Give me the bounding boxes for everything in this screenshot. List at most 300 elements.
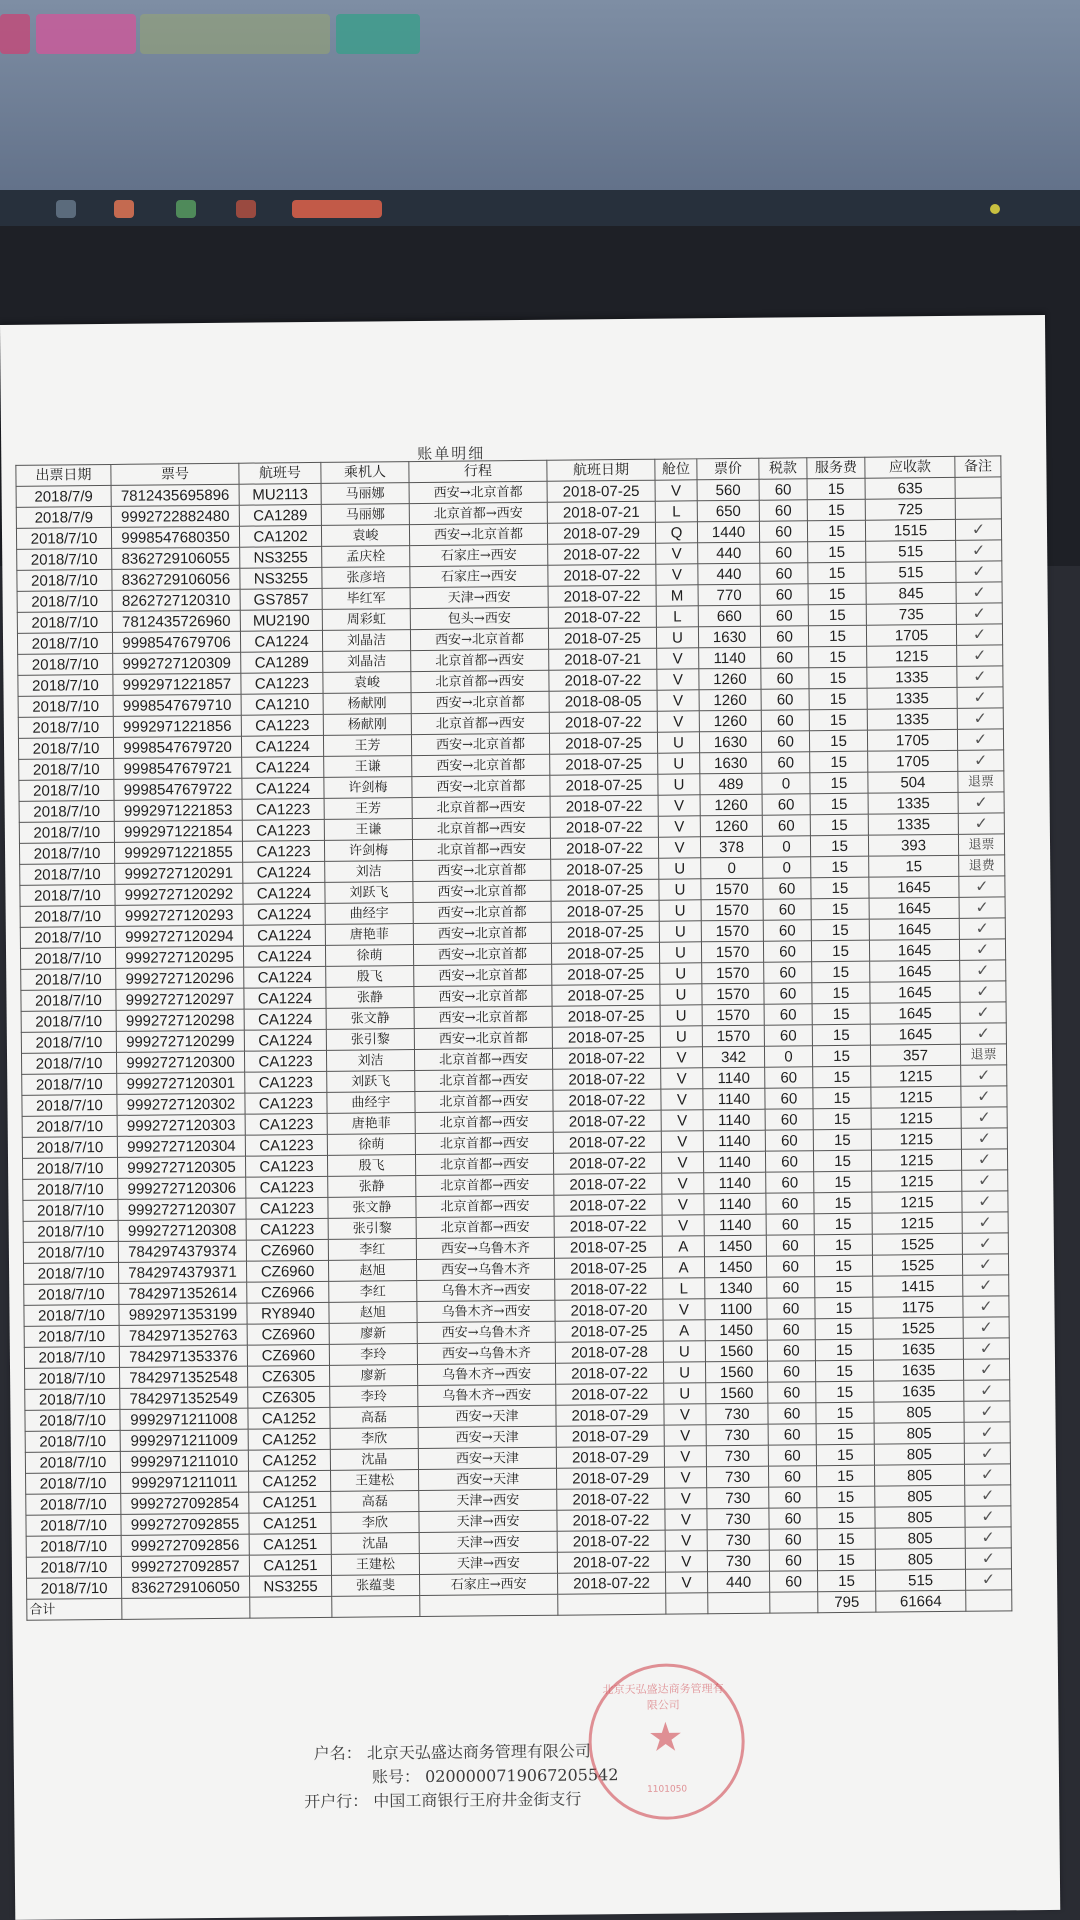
table-cell: 15: [808, 583, 866, 605]
table-cell: V: [662, 1215, 704, 1236]
table-cell: 15: [812, 1045, 870, 1067]
table-cell: 张引黎: [328, 1218, 416, 1240]
table-cell: CA1252: [248, 1449, 330, 1471]
table-cell: ✓: [961, 1149, 1007, 1170]
table-cell: 西安→北京首都: [410, 628, 548, 650]
table-cell: 9992727120306: [118, 1177, 246, 1199]
table-cell: 北京首都→西安: [415, 1153, 553, 1175]
table-cell: 2018/7/10: [21, 1031, 116, 1053]
table-cell: ✓: [963, 1338, 1009, 1359]
table-cell: 2018-07-22: [557, 1488, 665, 1510]
table-cell: 60: [766, 1214, 814, 1235]
table-cell: 2018/7/10: [25, 1388, 120, 1410]
table-cell: 北京首都→西安: [415, 1111, 553, 1133]
column-header: 航班日期: [547, 459, 655, 481]
table-cell: 2018-07-22: [557, 1551, 665, 1573]
table-cell: 440: [698, 563, 760, 585]
table-cell: 60: [759, 479, 807, 500]
table-cell: 60: [766, 1172, 814, 1193]
table-cell: 9892971353199: [119, 1303, 247, 1325]
table-cell: 60: [765, 1130, 813, 1151]
table-cell: 60: [768, 1382, 816, 1403]
table-cell: CA1224: [243, 882, 325, 904]
table-cell: 8362729106055: [112, 547, 240, 569]
table-cell: CZ6305: [248, 1365, 330, 1387]
table-cell: 2018/7/10: [25, 1367, 120, 1389]
table-cell: 60: [760, 626, 808, 647]
table-cell: 2018-07-22: [550, 795, 658, 817]
table-cell: 60: [765, 1109, 813, 1130]
table-cell: 北京首都→西安: [416, 1216, 554, 1238]
table-cell: 2018/7/10: [23, 1220, 118, 1242]
table-cell: 2018-07-21: [547, 501, 655, 523]
table-cell: 2018/7/9: [16, 506, 111, 528]
table-cell: 9992727120304: [117, 1135, 245, 1157]
table-cell: 1140: [703, 1088, 765, 1110]
table-cell: CA1223: [241, 672, 323, 694]
table-cell: ✓: [965, 1569, 1011, 1590]
table-cell: CA1223: [242, 840, 324, 862]
table-cell: CA1223: [245, 1134, 327, 1156]
table-cell: 王建松: [331, 1554, 419, 1576]
table-cell: ✓: [959, 876, 1005, 897]
table-cell: 1450: [704, 1235, 766, 1257]
table-cell: [708, 1592, 770, 1614]
table-cell: 西安→北京首都: [413, 922, 551, 944]
table-cell: CZ6960: [246, 1260, 328, 1282]
table-cell: 2018/7/10: [17, 611, 112, 633]
table-cell: 2018/7/10: [23, 1199, 118, 1221]
table-cell: 2018/7/10: [18, 674, 113, 696]
table-cell: 730: [706, 1466, 768, 1488]
column-header: 票号: [111, 463, 239, 485]
table-cell: 60: [769, 1529, 817, 1550]
table-cell: V: [662, 1173, 704, 1194]
table-cell: 730: [706, 1424, 768, 1446]
table-cell: 2018-07-22: [554, 1215, 662, 1237]
table-cell: 1560: [706, 1382, 768, 1404]
table-cell: ✓: [958, 813, 1004, 834]
table-cell: 770: [698, 584, 760, 606]
table-cell: 唐艳菲: [327, 1113, 415, 1135]
table-cell: 60: [764, 1025, 812, 1046]
table-cell: 2018/7/10: [20, 947, 115, 969]
table-cell: 2018-07-22: [553, 1152, 661, 1174]
table-cell: 393: [868, 834, 958, 856]
table-cell: V: [666, 1572, 708, 1593]
table-cell: 60: [764, 1004, 812, 1025]
table-cell: 60: [763, 899, 811, 920]
table-cell: 9992727120300: [116, 1051, 244, 1073]
table-cell: 马丽娜: [321, 483, 409, 505]
table-cell: 西安→北京首都: [412, 775, 550, 797]
table-cell: ✓: [957, 729, 1003, 750]
table-cell: 2018/7/10: [25, 1409, 120, 1431]
table-cell: 805: [875, 1506, 965, 1528]
star-icon: ★: [647, 1714, 684, 1761]
table-cell: ✓: [957, 687, 1003, 708]
table-cell: ✓: [955, 519, 1001, 540]
table-cell: 1645: [870, 981, 960, 1003]
table-cell: CA1224: [243, 924, 325, 946]
table-cell: 60: [761, 689, 809, 710]
table-cell: CA1251: [249, 1533, 331, 1555]
table-cell: 1335: [868, 792, 958, 814]
table-cell: 2018-07-22: [553, 1110, 661, 1132]
column-header: 出票日期: [16, 464, 111, 486]
table-cell: ✓: [962, 1170, 1008, 1191]
table-cell: ✓: [962, 1233, 1008, 1254]
table-cell: 2018/7/10: [20, 884, 115, 906]
table-cell: ✓: [958, 792, 1004, 813]
document-title: 账单明细: [417, 444, 486, 464]
table-cell: ✓: [961, 1086, 1007, 1107]
table-cell: 赵旭: [329, 1302, 417, 1324]
table-cell: 1645: [869, 939, 959, 961]
table-cell: 1140: [703, 1130, 765, 1152]
table-cell: 2018/7/10: [21, 1052, 116, 1074]
table-cell: 2018-07-25: [547, 480, 655, 502]
table-cell: 9992727120297: [116, 988, 244, 1010]
table-cell: ✓: [964, 1443, 1010, 1464]
table-cell: NS3255: [240, 546, 322, 568]
table-cell: CA1251: [249, 1554, 331, 1576]
table-cell: 1140: [703, 1067, 765, 1089]
table-cell: 60: [767, 1319, 815, 1340]
table-cell: CA1289: [241, 651, 323, 673]
table-cell: 9992727120298: [116, 1009, 244, 1031]
table-cell: 1215: [872, 1170, 962, 1192]
table-cell: Q: [655, 522, 697, 543]
table-cell: 1560: [705, 1361, 767, 1383]
table-cell: CA1224: [244, 987, 326, 1009]
table-cell: 2018-07-25: [551, 921, 659, 943]
table-cell: 60: [768, 1403, 816, 1424]
table-cell: 2018/7/10: [22, 1115, 117, 1137]
table-cell: 60: [762, 815, 810, 836]
table-cell: 2018/7/10: [17, 548, 112, 570]
table-cell: L: [663, 1278, 705, 1299]
table-cell: 60: [765, 1151, 813, 1172]
table-cell: 北京首都→西安: [412, 796, 550, 818]
table-cell: CA1224: [243, 903, 325, 925]
bill-table: [15, 455, 1012, 1620]
table-cell: 1450: [704, 1256, 766, 1278]
table-cell: 北京首都→西安: [416, 1195, 554, 1217]
table-cell: 9992727120291: [115, 862, 243, 884]
table-cell: 北京首都→西安: [411, 712, 549, 734]
table-cell: 15: [815, 1360, 873, 1382]
table-cell: 60: [761, 731, 809, 752]
table-cell: 9992727120294: [115, 925, 243, 947]
table-cell: 孟庆栓: [322, 546, 410, 568]
table-cell: L: [655, 501, 697, 522]
table-cell: ✓: [960, 1002, 1006, 1023]
table-cell: CA1223: [245, 1113, 327, 1135]
table-cell: 15: [808, 562, 866, 584]
table-cell: ✓: [957, 645, 1003, 666]
table-cell: 15: [808, 541, 866, 563]
table-cell: 9992727092857: [121, 1555, 249, 1577]
table-cell: 15: [816, 1423, 874, 1445]
table-cell: 李玲: [330, 1386, 418, 1408]
table-cell: CA1224: [241, 735, 323, 757]
table-cell: 1570: [701, 941, 763, 963]
table-cell: 2018-07-22: [553, 1131, 661, 1153]
table-cell: 1415: [873, 1275, 963, 1297]
column-header: 航班号: [239, 462, 321, 484]
table-cell: 9992727120295: [115, 946, 243, 968]
table-cell: 马丽娜: [321, 504, 409, 526]
table-cell: 60: [768, 1445, 816, 1466]
table-cell: 2018-07-25: [548, 627, 656, 649]
table-cell: 7842971353376: [119, 1345, 247, 1367]
table-cell: 曲经宇: [327, 1092, 415, 1114]
table-cell: 2018/7/10: [23, 1157, 118, 1179]
table-cell: [332, 1596, 420, 1618]
table-cell: 60: [767, 1340, 815, 1361]
table-cell: 7842971352763: [119, 1324, 247, 1346]
table-cell: CA1223: [245, 1092, 327, 1114]
table-cell: 15: [811, 877, 869, 899]
table-cell: 李欣: [331, 1512, 419, 1534]
table-cell: 805: [874, 1464, 964, 1486]
table-cell: CA1202: [239, 525, 321, 547]
table-cell: 2018/7/10: [23, 1241, 118, 1263]
table-cell: 15: [809, 709, 867, 731]
table-cell: [122, 1597, 250, 1619]
column-header: 备注: [955, 456, 1001, 477]
table-cell: 张静: [328, 1176, 416, 1198]
table-cell: ✓: [960, 981, 1006, 1002]
table-cell: 刘跃飞: [325, 882, 413, 904]
table-cell: 60: [767, 1298, 815, 1319]
table-cell: [250, 1596, 332, 1618]
screen-tab: [0, 14, 30, 54]
table-cell: 1260: [699, 710, 761, 732]
table-cell: 2018/7/10: [18, 737, 113, 759]
company-seal-stamp: 北京天弘盛达商务管理有限公司 ★ 1101050: [588, 1663, 745, 1820]
table-cell: 0: [762, 773, 810, 794]
table-cell: 60: [768, 1466, 816, 1487]
table-cell: 15: [815, 1297, 873, 1319]
table-cell: 廖新: [330, 1365, 418, 1387]
table-cell: 2018/7/10: [18, 716, 113, 738]
table-cell: ✓: [961, 1128, 1007, 1149]
table-cell: 1335: [868, 813, 958, 835]
table-cell: 60: [759, 521, 807, 542]
table-cell: 袁峻: [323, 672, 411, 694]
table-cell: 1335: [867, 687, 957, 709]
table-cell: 1260: [700, 815, 762, 837]
table-cell: 15: [813, 1150, 871, 1172]
table-cell: 石家庄→西安: [410, 544, 548, 566]
table-cell: [966, 1590, 1012, 1611]
column-header: 税款: [759, 458, 807, 479]
table-cell: CZ6960: [247, 1344, 329, 1366]
table-cell: ✓: [965, 1485, 1011, 1506]
table-cell: 1340: [705, 1277, 767, 1299]
table-cell: 刘晶洁: [322, 630, 410, 652]
table-cell: 60: [762, 752, 810, 773]
table-cell: 9998547679706: [112, 631, 240, 653]
table-cell: 徐萌: [325, 945, 413, 967]
table-cell: V: [665, 1551, 707, 1572]
table-cell: 李玲: [329, 1344, 417, 1366]
table-cell: 杨献刚: [323, 714, 411, 736]
table-cell: 15: [808, 625, 866, 647]
table-cell: 60: [769, 1508, 817, 1529]
table-cell: 1635: [873, 1359, 963, 1381]
table-cell: 2018-07-25: [555, 1320, 663, 1342]
table-cell: U: [658, 753, 700, 774]
table-cell: 8362729106050: [122, 1576, 250, 1598]
table-cell: 60: [760, 605, 808, 626]
table-cell: 张静: [326, 987, 414, 1009]
table-cell: V: [655, 480, 697, 501]
table-cell: 2018-07-29: [547, 522, 655, 544]
table-cell: 805: [874, 1443, 964, 1465]
table-cell: 15: [816, 1444, 874, 1466]
table-cell: 1440: [697, 521, 759, 543]
table-cell: 西安→天津: [418, 1405, 556, 1427]
table-cell: 9992727120307: [118, 1198, 246, 1220]
table-cell: 2018-07-22: [554, 1194, 662, 1216]
table-cell: ✓: [961, 1107, 1007, 1128]
table-cell: 730: [706, 1403, 768, 1425]
table-cell: A: [662, 1236, 704, 1257]
table-cell: 1335: [867, 666, 957, 688]
table-cell: CA1224: [244, 1029, 326, 1051]
table-cell: 张文静: [328, 1197, 416, 1219]
table-cell: MU2190: [240, 609, 322, 631]
table-cell: U: [660, 1005, 702, 1026]
table-cell: 刘洁: [326, 1050, 414, 1072]
table-cell: U: [659, 900, 701, 921]
account-footer: [304, 1739, 619, 1814]
table-cell: 1215: [872, 1191, 962, 1213]
table-cell: 2018-07-22: [550, 837, 658, 859]
table-cell: 15: [813, 1087, 871, 1109]
table-cell: 15: [813, 1066, 871, 1088]
table-cell: A: [663, 1320, 705, 1341]
table-cell: 1645: [870, 1002, 960, 1024]
table-cell: 60: [769, 1571, 817, 1592]
table-cell: 1140: [704, 1193, 766, 1215]
table-cell: 2018-07-22: [548, 585, 656, 607]
table-cell: V: [661, 1131, 703, 1152]
table-cell: 0: [762, 836, 810, 857]
table-cell: 15: [817, 1549, 875, 1571]
table-cell: 2018-07-25: [552, 1005, 660, 1027]
table-cell: 9992971221856: [113, 715, 241, 737]
table-cell: 515: [866, 561, 956, 583]
table-cell: 7812435695896: [111, 484, 239, 506]
table-cell: 9992971221854: [114, 820, 242, 842]
table-cell: 西安→北京首都: [413, 880, 551, 902]
column-header: 行程: [409, 460, 547, 482]
table-cell: 504: [868, 771, 958, 793]
table-cell: 2018/7/10: [24, 1262, 119, 1284]
table-cell: 60: [766, 1235, 814, 1256]
table-cell: 北京首都→西安: [411, 649, 549, 671]
table-cell: 沈晶: [330, 1449, 418, 1471]
table-cell: 北京首都→西安: [415, 1090, 553, 1112]
table-cell: U: [656, 627, 698, 648]
table-cell: 15: [817, 1570, 875, 1592]
table-cell: [666, 1593, 708, 1614]
table-cell: 650: [697, 500, 759, 522]
table-cell: 2018-07-21: [549, 648, 657, 670]
table-cell: V: [665, 1530, 707, 1551]
table-cell: ✓: [956, 603, 1002, 624]
table-cell: 西安→北京首都: [414, 1027, 552, 1049]
table-cell: 王芳: [323, 735, 411, 757]
table-cell: 15: [815, 1318, 873, 1340]
table-cell: 唐艳菲: [325, 924, 413, 946]
table-cell: 2018-07-25: [549, 732, 657, 754]
table-cell: 西安→北京首都: [414, 1006, 552, 1028]
table-cell: V: [657, 648, 699, 669]
table-cell: ✓: [964, 1464, 1010, 1485]
table-cell: 石家庄→西安: [410, 565, 548, 587]
table-cell: 60: [763, 878, 811, 899]
bank-name: 开户行： 中国工商银行王府井金街支行: [304, 1789, 582, 1812]
table-cell: 2018/7/9: [16, 485, 111, 507]
table-cell: 9992971211009: [120, 1429, 248, 1451]
table-cell: 515: [875, 1569, 965, 1591]
table-cell: 15: [811, 898, 869, 920]
table-cell: 西安→乌鲁木齐: [417, 1321, 555, 1343]
table-cell: 60: [762, 794, 810, 815]
table-cell: 西安→北京首都: [413, 943, 551, 965]
table-cell: 刘跃飞: [327, 1071, 415, 1093]
table-cell: [955, 498, 1001, 519]
table-cell: 许剑梅: [324, 840, 412, 862]
table-cell: 1630: [700, 752, 762, 774]
table-cell: ✓: [963, 1275, 1009, 1296]
table-cell: 1570: [701, 878, 763, 900]
table-cell: CA1252: [248, 1407, 330, 1429]
table-cell: 2018/7/10: [20, 905, 115, 927]
table-cell: 15: [814, 1171, 872, 1193]
table-cell: 北京首都→西安: [416, 1174, 554, 1196]
table-cell: 60: [767, 1361, 815, 1382]
table-cell: 60: [766, 1256, 814, 1277]
table-cell: V: [658, 837, 700, 858]
table-cell: 2018/7/10: [23, 1178, 118, 1200]
table-cell: 15: [817, 1507, 875, 1529]
table-cell: 60: [760, 563, 808, 584]
table-cell: 1570: [702, 1004, 764, 1026]
table-cell: 1260: [699, 668, 761, 690]
table-cell: 2018/7/10: [19, 758, 114, 780]
table-cell: U: [664, 1383, 706, 1404]
table-cell: 60: [768, 1424, 816, 1445]
table-cell: M: [656, 585, 698, 606]
table-cell: 王芳: [324, 798, 412, 820]
table-cell: 2018-07-22: [552, 1047, 660, 1069]
table-cell: CZ6966: [247, 1281, 329, 1303]
table-cell: 2018-07-22: [557, 1509, 665, 1531]
table-cell: 2018-07-25: [550, 753, 658, 775]
table-cell: 15: [809, 667, 867, 689]
table-cell: ✓: [965, 1506, 1011, 1527]
table-cell: 2018/7/10: [20, 926, 115, 948]
table-cell: 342: [702, 1046, 764, 1068]
table-cell: 15: [869, 855, 959, 877]
table-cell: 2018-07-20: [555, 1299, 663, 1321]
